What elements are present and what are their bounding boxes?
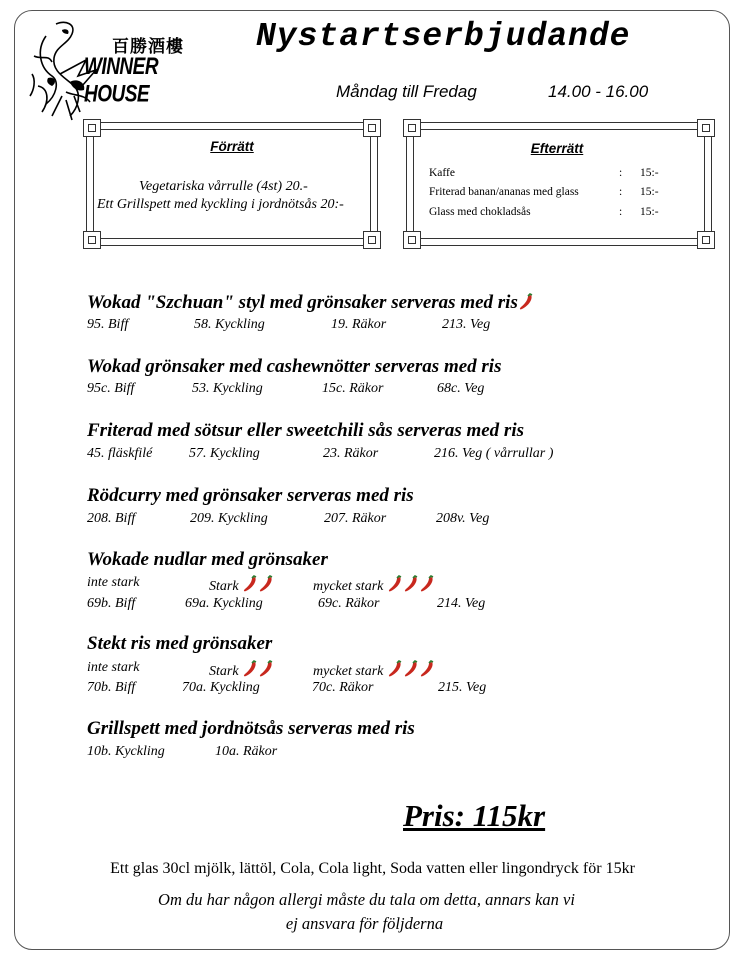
opening-time: 14.00 - 16.00 <box>548 82 649 101</box>
drinks-offer: Ett glas 30cl mjölk, lättöl, Cola, Cola light, Soda vatten eller lingondryck för 15kr <box>110 860 635 877</box>
dish-option: 70a. Kyckling <box>182 680 260 695</box>
dish-title-text: Wokad "Szchuan" styl med grönsaker serveras med ris <box>87 292 518 313</box>
starter-box <box>86 122 378 246</box>
dessert-name: Friterad banan/ananas med glass <box>429 186 579 198</box>
dish-option: 70b. Biff <box>87 680 136 695</box>
dish-option: 95. Biff <box>87 317 129 332</box>
dish-option: 208. Biff <box>87 511 136 526</box>
dish-option: 215. Veg <box>438 680 487 695</box>
dessert-separator: : <box>619 167 623 179</box>
dish-option: 58. Kyckling <box>194 317 265 332</box>
dish-option: 216. Veg ( vårrullar ) <box>434 446 554 461</box>
dish-option: 69b. Biff <box>87 596 136 611</box>
dish-option: 70c. Räkor <box>312 680 374 695</box>
dish-title: Wokad grönsaker med cashewnötter serveras med ris <box>87 356 502 377</box>
logo-english-text: WINNER HOUSE <box>84 54 159 108</box>
dish-title: Rödcurry med grönsaker serveras med ris <box>87 485 414 506</box>
dish-title: Wokade nudlar med grönsaker <box>87 549 328 570</box>
spice-level-label: Stark <box>209 579 239 594</box>
dish-option: 19. Räkor <box>331 317 387 332</box>
dish-option: 69a. Kyckling <box>185 596 263 611</box>
dish-title: Stekt ris med grönsaker <box>87 633 273 654</box>
dish-title: Grillspett med jordnötsås serveras med ris <box>87 718 415 739</box>
dish-option: 53. Kyckling <box>192 381 263 396</box>
chili-icon <box>387 575 403 593</box>
dish-option: 208v. Veg <box>436 511 490 526</box>
dessert-box <box>406 122 712 246</box>
dish-title <box>87 292 534 314</box>
spice-level-label: Stark <box>209 664 239 679</box>
dish-option: 95c. Biff <box>87 381 135 396</box>
spice-level: inte stark <box>87 660 140 675</box>
spice-level-label: mycket stark <box>313 579 384 594</box>
spice-level: inte stark <box>87 575 140 590</box>
chili-icon <box>242 575 258 593</box>
chili-icon <box>403 660 419 678</box>
dessert-title: Efterrätt <box>530 141 584 156</box>
spice-level <box>313 575 435 595</box>
spice-level <box>313 660 435 680</box>
dessert-price: 15:- <box>640 186 659 198</box>
starter-item: Vegetariska vårrulle (4st) 20.- <box>139 179 308 194</box>
page-title: Nystartserbjudande <box>256 18 631 55</box>
dish-option: 23. Räkor <box>323 446 379 461</box>
spice-level <box>209 660 274 680</box>
logo-chinese-text: 百勝酒樓 <box>112 37 184 57</box>
dish-option: 10b. Kyckling <box>87 744 165 759</box>
chili-icon <box>242 660 258 678</box>
dish-option: 209. Kyckling <box>190 511 268 526</box>
starter-item: Ett Grillspett med kyckling i jordnötsås 20:- <box>97 197 344 212</box>
chili-icon <box>258 660 274 678</box>
chili-icon <box>419 660 435 678</box>
dessert-price: 15:- <box>640 206 659 218</box>
dish-option: 10a. Räkor <box>215 744 278 759</box>
dish-title: Friterad med sötsur eller sweetchili sås serveras med ris <box>87 420 524 441</box>
dessert-name: Kaffe <box>429 167 455 179</box>
dessert-price: 15:- <box>640 167 659 179</box>
chili-icon <box>518 293 534 311</box>
dish-option: 15c. Räkor <box>322 381 384 396</box>
dish-option: 214. Veg <box>437 596 486 611</box>
dessert-name: Glass med chokladsås <box>429 206 531 218</box>
dish-option: 213. Veg <box>442 317 491 332</box>
opening-days: Måndag till Fredag <box>336 82 477 101</box>
allergy-notice-line: Om du har någon allergi måste du tala om detta, annars kan vi <box>158 890 575 909</box>
dish-option: 68c. Veg <box>437 381 485 396</box>
dish-option: 207. Räkor <box>324 511 387 526</box>
chili-icon <box>419 575 435 593</box>
dish-option: 69c. Räkor <box>318 596 380 611</box>
chili-icon <box>403 575 419 593</box>
spice-level-label: mycket stark <box>313 664 384 679</box>
chili-icon <box>387 660 403 678</box>
dish-option: 57. Kyckling <box>189 446 260 461</box>
chili-icon <box>258 575 274 593</box>
dessert-separator: : <box>619 186 623 198</box>
spice-level <box>209 575 274 595</box>
logo <box>26 16 196 126</box>
offer-price: Pris: 115kr <box>403 798 546 833</box>
allergy-notice-line: ej ansvara för följderna <box>285 914 444 933</box>
dessert-separator: : <box>619 206 623 218</box>
dish-option: 45. fläskfilé <box>87 446 153 461</box>
starter-title: Förrätt <box>210 139 254 154</box>
